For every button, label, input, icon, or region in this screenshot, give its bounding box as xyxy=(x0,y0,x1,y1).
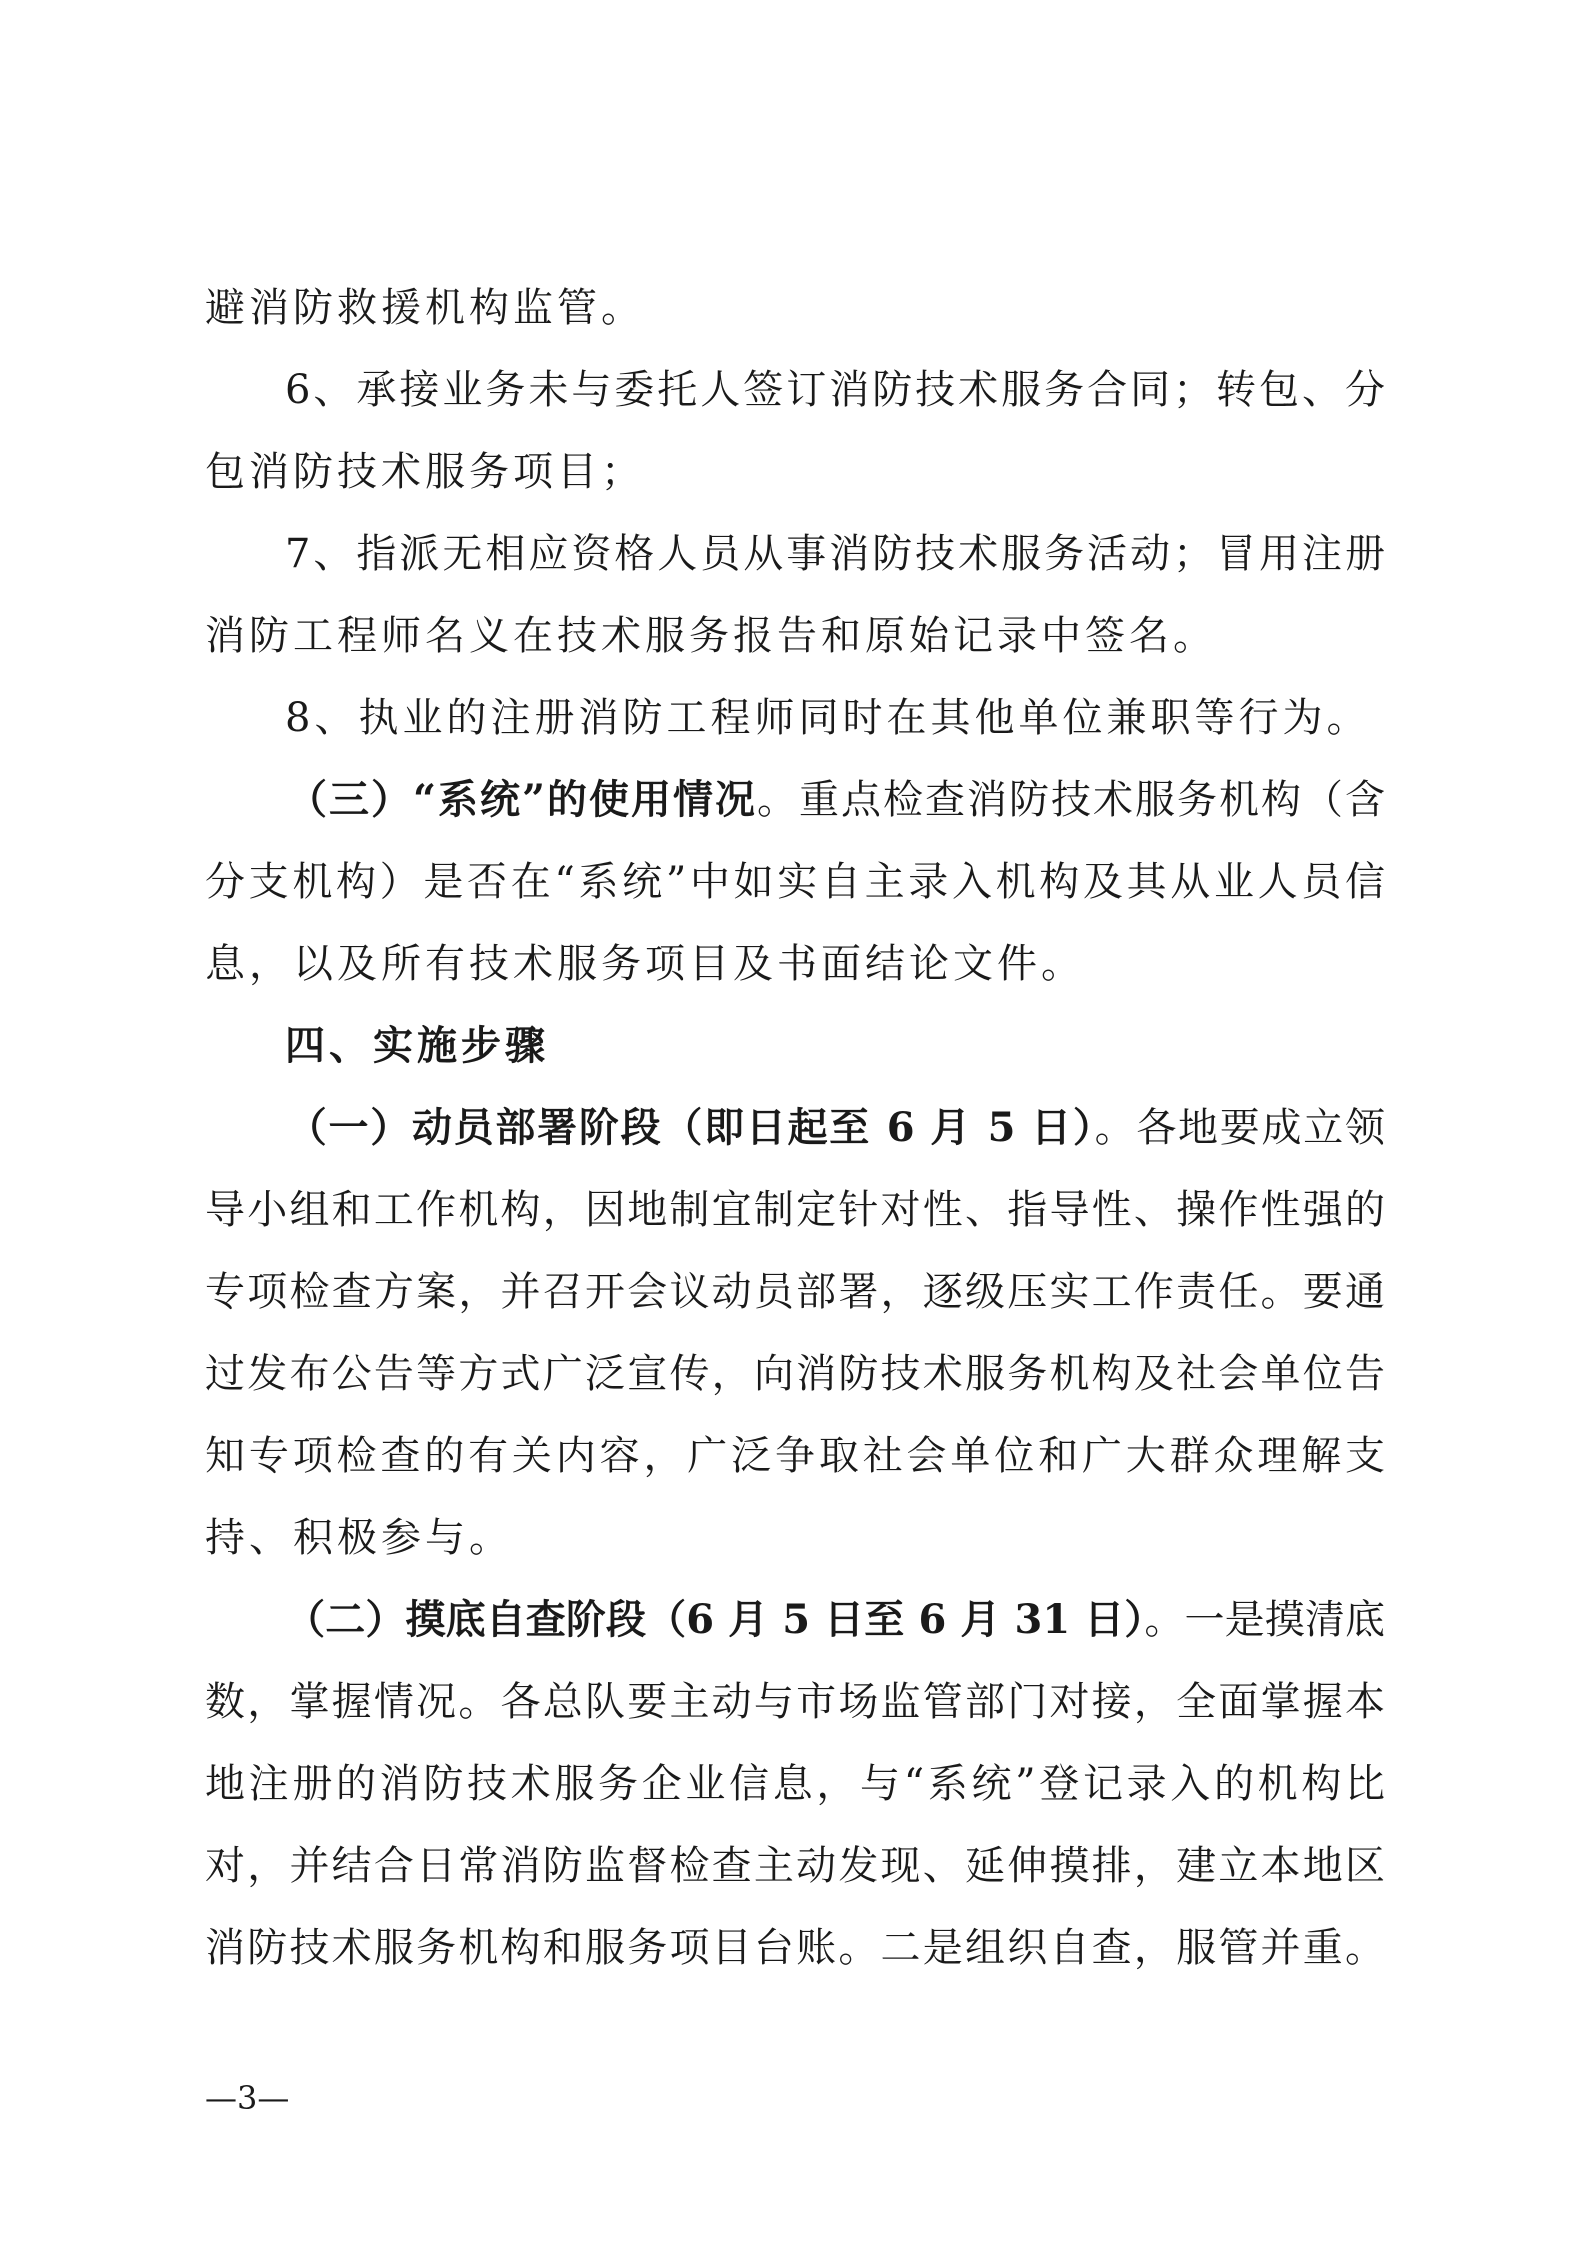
text-line xyxy=(205,1836,1385,1896)
line-text: 。一是摸清底 xyxy=(1144,1597,1386,1643)
text-line xyxy=(205,360,1385,420)
line-text: 消防技术服务机构和服务项目台账。二是组织自查，服管并重。 xyxy=(205,1925,1385,1971)
line-text: 专项检查方案，并召开会议动员部署，逐级压实工作责任。要通 xyxy=(205,1269,1385,1315)
text-line xyxy=(205,1016,1385,1076)
line-text: 导小组和工作机构，因地制宜制定针对性、指导性、操作性强的 xyxy=(205,1187,1385,1233)
text-line xyxy=(205,934,1385,994)
text-line xyxy=(205,1098,1385,1158)
line-text: 知专项检查的有关内容，广泛争取社会单位和广大群众理解支 xyxy=(205,1433,1385,1479)
line-text: 8、执业的注册消防工程师同时在其他单位兼职等行为。 xyxy=(285,695,1371,741)
line-text: 6、承接业务未与委托人签订消防技术服务合同；转包、分 xyxy=(285,367,1385,413)
line-text: 包消防技术服务项目； xyxy=(205,449,645,495)
text-line xyxy=(205,852,1385,912)
text-line xyxy=(205,1672,1385,1732)
text-line xyxy=(205,606,1385,666)
line-text: 持、积极参与。 xyxy=(205,1515,513,1561)
section-heading: （一）动员部署阶段（即日起至 6 月 5 日） xyxy=(285,1104,1095,1151)
text-line xyxy=(205,278,1385,338)
text-line xyxy=(205,1918,1385,1978)
section-heading: （二）摸底自查阶段（6 月 5 日至 6 月 31 日） xyxy=(285,1596,1145,1643)
text-line xyxy=(205,1590,1385,1650)
line-text: 7、指派无相应资格人员从事消防技术服务活动；冒用注册 xyxy=(285,531,1385,577)
text-line xyxy=(205,770,1385,830)
line-text: 数，掌握情况。各总队要主动与市场监管部门对接，全面掌握本 xyxy=(205,1679,1385,1725)
text-line xyxy=(205,1508,1385,1568)
line-text: 对，并结合日常消防监督检查主动发现、延伸摸排，建立本地区 xyxy=(205,1843,1385,1889)
line-text: 过发布公告等方式广泛宣传，向消防技术服务机构及社会单位告 xyxy=(205,1351,1385,1397)
line-text: 地注册的消防技术服务企业信息，与“系统”登记录入的机构比 xyxy=(205,1761,1385,1807)
text-line xyxy=(205,442,1385,502)
line-text: 避消防救援机构监管。 xyxy=(205,285,645,331)
page-number: —3— xyxy=(205,2079,290,2117)
text-line xyxy=(205,1426,1385,1486)
text-line xyxy=(205,524,1385,584)
line-text: 分支机构）是否在“系统”中如实自主录入机构及其从业人员信 xyxy=(205,859,1385,905)
section-heading: （三）“系统”的使用情况 xyxy=(285,776,758,823)
line-text: 息，以及所有技术服务项目及书面结论文件。 xyxy=(205,941,1085,987)
text-line xyxy=(205,1180,1385,1240)
line-text: 。重点检查消防技术服务机构（含 xyxy=(757,777,1386,823)
line-text: 。各地要成立领 xyxy=(1094,1105,1385,1151)
text-line xyxy=(205,1262,1385,1322)
text-line xyxy=(205,1754,1385,1814)
section-heading: 四、实施步骤 xyxy=(285,1022,549,1069)
text-line xyxy=(205,1344,1385,1404)
text-line xyxy=(205,688,1385,748)
line-text: 消防工程师名义在技术服务报告和原始记录中签名。 xyxy=(205,613,1217,659)
